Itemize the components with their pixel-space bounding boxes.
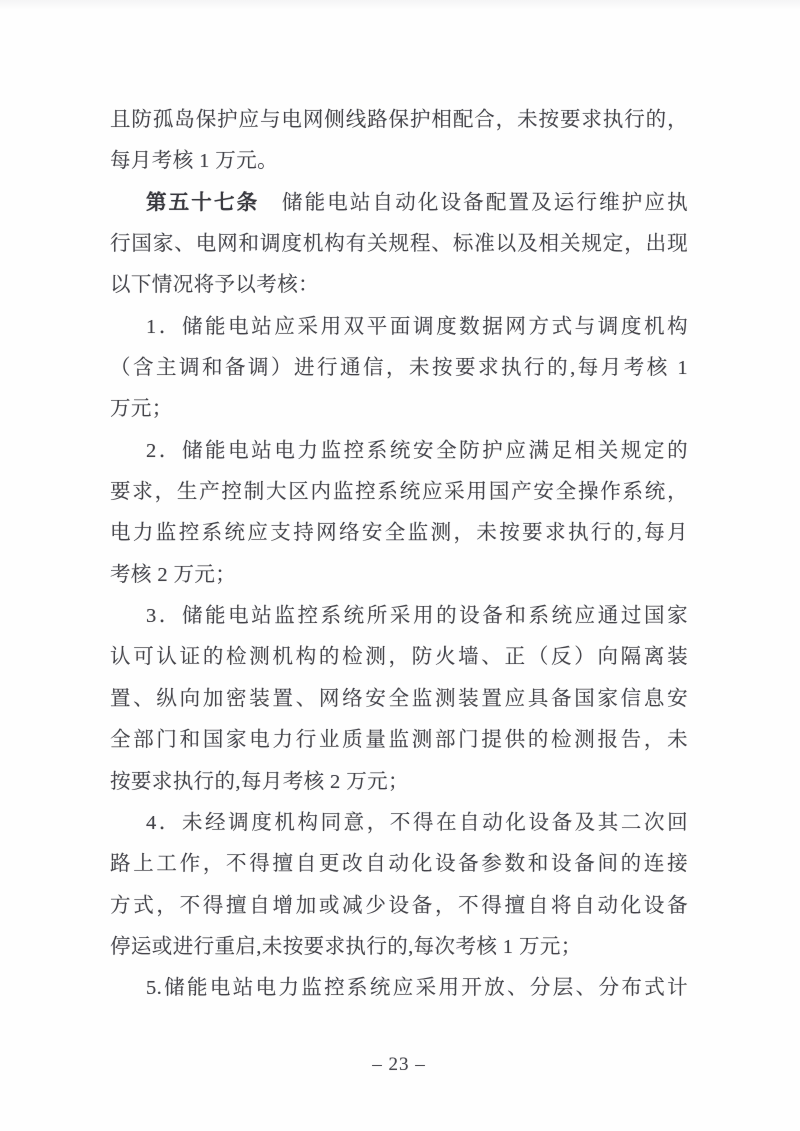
- text-line: 2．储能电站电力监控系统安全防护应满足相关规定的: [146, 439, 688, 462]
- text-line: 考核 2 万元；: [110, 563, 237, 586]
- text-line: 5.储能电站电力监控系统应采用开放、分层、分布式计: [146, 977, 688, 1000]
- text-line: 第五十七条 储能电站自动化设备配置及运行维护应执: [146, 191, 688, 214]
- document-body: [110, 100, 688, 1010]
- text-line: 且防孤岛保护应与电网侧线路保护相配合，未按要求执行的，: [110, 109, 688, 131]
- text-line: 4．未经调度机构同意，不得在自动化设备及其二次回: [146, 811, 688, 834]
- scan-artifact: [0, 0, 800, 10]
- text-line: 电力监控系统应支持网络安全监测，未按要求执行的,每月: [110, 522, 688, 545]
- text-line: 停运或进行重启,未按要求执行的,每次考核 1 万元；: [110, 935, 582, 958]
- text-line: 认可认证的检测机构的检测，防火墙、正（反）向隔离装: [110, 646, 688, 669]
- page-number: – 23 –: [372, 1054, 426, 1075]
- text-line: 万元；: [110, 398, 173, 421]
- text-line: 每月考核 1 万元。: [110, 150, 278, 173]
- text-line: 1．储能电站应采用双平面调度数据网方式与调度机构: [146, 315, 688, 338]
- text-line: 全部门和国家电力行业质量监测部门提供的检测报告，未: [110, 729, 688, 752]
- text-line: （含主调和备调）进行通信，未按要求执行的,每月考核 1: [110, 357, 688, 380]
- text-line: 置、纵向加密装置、网络安全监测装置应具备国家信息安: [110, 687, 688, 710]
- text-line: 以下情况将予以考核：: [110, 274, 319, 297]
- text-line: 路上工作，不得擅自更改自动化设备参数和设备间的连接: [110, 853, 688, 876]
- text-line: 方式，不得擅自增加或减少设备，不得擅自将自动化设备: [110, 894, 688, 917]
- text-line: 3．储能电站监控系统所采用的设备和系统应通过国家: [146, 605, 688, 628]
- text-line: 要求，生产控制大区内监控系统应采用国产安全操作系统，: [110, 481, 688, 504]
- text-line: 行国家、电网和调度机构有关规程、标准以及相关规定，出现: [110, 233, 688, 256]
- text-line: 按要求执行的,每月考核 2 万元；: [110, 770, 409, 793]
- article-number: 第五十七条: [146, 191, 260, 214]
